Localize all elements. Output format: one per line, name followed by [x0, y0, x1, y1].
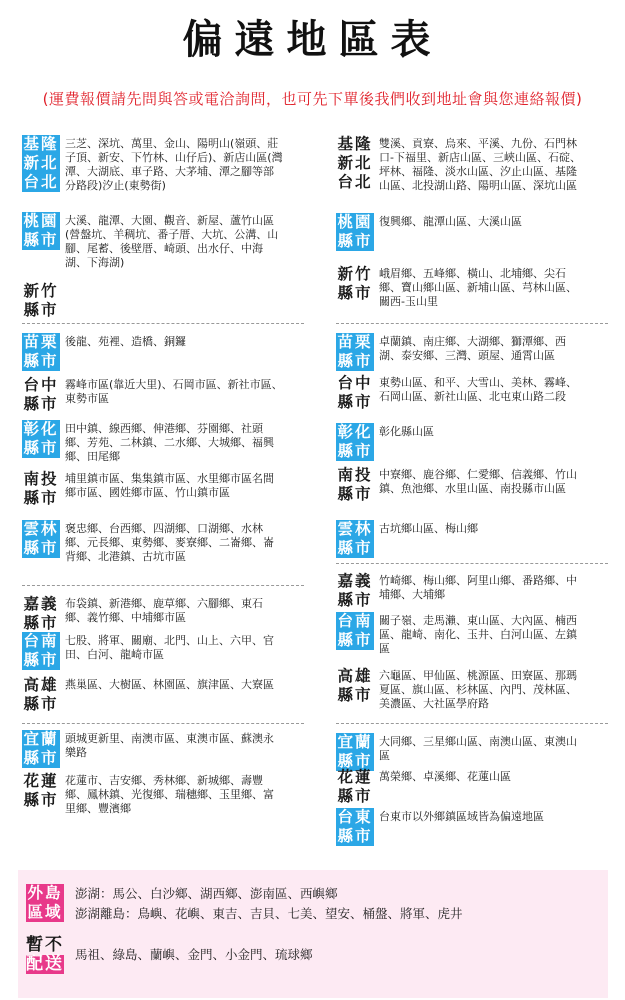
region-label: 彰化 縣市 [23, 420, 59, 457]
region-label: 基隆 新北 台北 [337, 135, 373, 191]
region-label: 苗栗 縣市 [23, 333, 59, 370]
region-label: 基隆 新北 台北 [23, 135, 59, 191]
page-subtitle: (運費報價請先問與答或電洽詢問，也可先下單後我們收到地址會與您連絡報價) [42, 90, 583, 108]
region-row [336, 135, 587, 193]
region-row [336, 520, 587, 558]
region-areas-text: 埔里鎮市區、集集鎮市區、水里鄉市區名間鄉市區、國姓鄉市區、竹山鎮市區 [65, 472, 274, 499]
region-row [336, 808, 587, 846]
region-label: 台中 縣市 [23, 376, 59, 413]
region-areas-text: 東勢山區、和平、大雪山、美林、霧峰、石岡山區、新社山區、北屯東山路二段 [379, 376, 577, 403]
region-areas-text: 台東市以外鄉鎮區域皆為偏遠地區 [379, 810, 544, 823]
region-label: 高雄 縣市 [23, 676, 59, 713]
outlying-islands-row [26, 884, 463, 924]
region-areas-text: 彰化縣山區 [379, 425, 434, 438]
region-areas-text: 卓蘭鎮、南庄鄉、大湖鄉、獅潭鄉、西湖、泰安鄉、三灣、頭屋、通霄山區 [379, 335, 566, 362]
region-row [22, 282, 283, 320]
region-areas-text: 古坑鄉山區、梅山鄉 [379, 522, 478, 535]
no-delivery-row [26, 936, 313, 974]
region-label: 高雄 縣市 [337, 667, 373, 704]
no-delivery-text: 馬祖、綠島、蘭嶼、金門、小金門、琉球鄉 [75, 947, 313, 962]
region-areas-text: 大溪、龍潭、大園、觀音、新屋、蘆竹山區(營盤坑、羊稠坑、番子厝、大坑、公溝、山腳、尾蓄、後壁厝、崎頭、出水仔、中海湖、下海湖) [65, 214, 279, 269]
region-areas-text: 布袋鎮、新港鄉、鹿草鄉、六腳鄉、東石鄉、義竹鄉、中埔鄉市區 [65, 597, 263, 624]
region-areas-text: 三芝、深坑、萬里、金山、陽明山(嶺頭、莊子頂、新安、下竹林、山仔后)、新店山區(灣潭、大湖底、車子路、大茅埔、潭之腳等部分路段)汐止(東勢街) [65, 137, 283, 192]
region-areas-text: 六龜區、甲仙區、桃源區、田寮區、那瑪夏區、旗山區、杉林區、內門、茂林區、美濃區、大社區學府路 [379, 669, 577, 710]
region-label: 彰化 縣市 [337, 423, 373, 460]
region-label: 台南 縣市 [23, 632, 59, 669]
right-divider-3 [336, 723, 608, 724]
region-label: 台東 縣市 [337, 808, 373, 845]
region-areas-text: 霧峰市區(靠近大里)、石岡市區、新社市區、東勢市區 [65, 378, 283, 405]
region-areas-text: 褒忠鄉、台西鄉、四湖鄉、口湖鄉、水林鄉、元長鄉、東勢鄉、麥寮鄉、二崙鄉、崙背鄉、北港鎮、古坑市區 [65, 522, 274, 563]
region-label: 雲林 縣市 [337, 520, 373, 557]
no-delivery-label: 暫不 配送 [26, 935, 64, 974]
region-label: 桃園 縣市 [337, 213, 373, 250]
region-areas-text: 七股、將軍、關廟、北門、山上、六甲、官田、白河、龍崎市區 [65, 634, 274, 661]
outlying-islands-box [18, 870, 608, 998]
region-areas-text: 大同鄉、三星鄉山區、南澳山區、東澳山區 [379, 735, 577, 762]
region-row [22, 772, 283, 816]
region-areas-text: 田中鎮、線西鄉、伸港鄉、芬園鄉、社頭鄉、芳苑、二林鎮、二水鄉、大城鄉、福興鄉、田尾鄉 [65, 422, 274, 463]
region-label: 花蓮 縣市 [337, 768, 373, 805]
region-label: 苗栗 縣市 [337, 333, 373, 370]
region-label: 桃園 縣市 [23, 212, 59, 249]
region-row [336, 213, 587, 251]
penghu-islands-line: 澎湖離島：鳥嶼、花嶼、東吉、吉貝、七美、望安、桶盤、將軍、虎井 [75, 906, 463, 921]
region-row [336, 265, 587, 309]
region-row [336, 423, 587, 461]
region-row [22, 730, 283, 768]
region-areas-text: 峨眉鄉、五峰鄉、橫山、北埔鄉、尖石鄉、寶山鄉山區、新埔山區、芎林山區、關西-玉山里 [379, 267, 577, 308]
region-row [336, 333, 587, 371]
region-label: 台南 縣市 [337, 612, 373, 649]
left-divider-2 [22, 585, 304, 586]
region-row [22, 212, 283, 270]
region-areas-text: 關子嶺、走馬瀨、東山區、大內區、楠西區、龍崎、南化、玉井、白河山區、左鎮區 [379, 614, 577, 655]
region-label: 嘉義 縣市 [337, 572, 373, 609]
right-divider-1 [336, 323, 608, 324]
region-label: 嘉義 縣市 [23, 595, 59, 632]
region-areas-text: 燕巢區、大樹區、林園區、旗津區、大寮區 [65, 678, 274, 691]
region-label: 新竹 縣市 [337, 265, 373, 302]
region-row [22, 135, 283, 193]
region-row [336, 572, 587, 610]
region-label: 花蓮 縣市 [23, 772, 59, 809]
page-title: 偏遠地區表 [182, 17, 443, 63]
region-label: 南投 縣市 [23, 470, 59, 507]
left-divider-1 [22, 323, 304, 324]
region-row [336, 466, 587, 504]
region-areas-text: 中寮鄉、鹿谷鄉、仁愛鄉、信義鄉、竹山鎮、魚池鄉、水里山區、南投縣市山區 [379, 468, 577, 495]
penghu-line: 澎湖：馬公、白沙鄉、湖西鄉、澎南區、西嶼鄉 [75, 886, 338, 901]
region-areas-text: 頭城更新里、南澳市區、東澳市區、蘇澳永樂路 [65, 732, 274, 759]
outlying-islands-label: 外島 區域 [27, 884, 63, 921]
region-row [336, 733, 587, 771]
region-label: 台中 縣市 [337, 374, 373, 411]
region-label: 宜蘭 縣市 [23, 730, 59, 767]
region-label: 新竹 縣市 [23, 282, 59, 319]
region-areas-text: 後龍、苑裡、造橋、銅鑼 [65, 335, 186, 348]
region-areas-text: 竹崎鄉、梅山鄉、阿里山鄉、番路鄉、中埔鄉、大埔鄉 [379, 574, 577, 601]
region-label: 宜蘭 縣市 [337, 733, 373, 770]
region-row [336, 768, 587, 806]
right-divider-2 [336, 563, 608, 564]
region-row [22, 676, 283, 714]
region-row [22, 520, 283, 564]
region-row [22, 333, 283, 371]
region-row [22, 470, 283, 508]
region-areas-text: 復興鄉、龍潭山區、大溪山區 [379, 215, 522, 228]
region-areas-text: 花蓮市、吉安鄉、秀林鄉、新城鄉、壽豐鄉、鳳林鎮、光復鄉、瑞穗鄉、玉里鄉、富里鄉、豐濱鄉 [65, 774, 274, 815]
region-label: 南投 縣市 [337, 466, 373, 503]
region-row [22, 420, 283, 464]
region-row [22, 632, 283, 670]
region-row [336, 374, 587, 412]
region-areas-text: 雙溪、貢寮、烏來、平溪、九份、石門林口-下福里、新店山區、三峽山區、石碇、坪林、福隆、淡水山區、汐止山區、基隆山區、北投湖山路、陽明山區、深坑山區 [379, 137, 581, 192]
region-row [336, 667, 587, 711]
region-row [336, 612, 587, 656]
region-areas-text: 萬榮鄉、卓溪鄉、花蓮山區 [379, 770, 511, 783]
region-row [22, 595, 283, 633]
region-row [22, 376, 283, 414]
region-areas-text [65, 282, 283, 284]
left-divider-3 [22, 723, 304, 724]
region-label: 雲林 縣市 [23, 520, 59, 557]
